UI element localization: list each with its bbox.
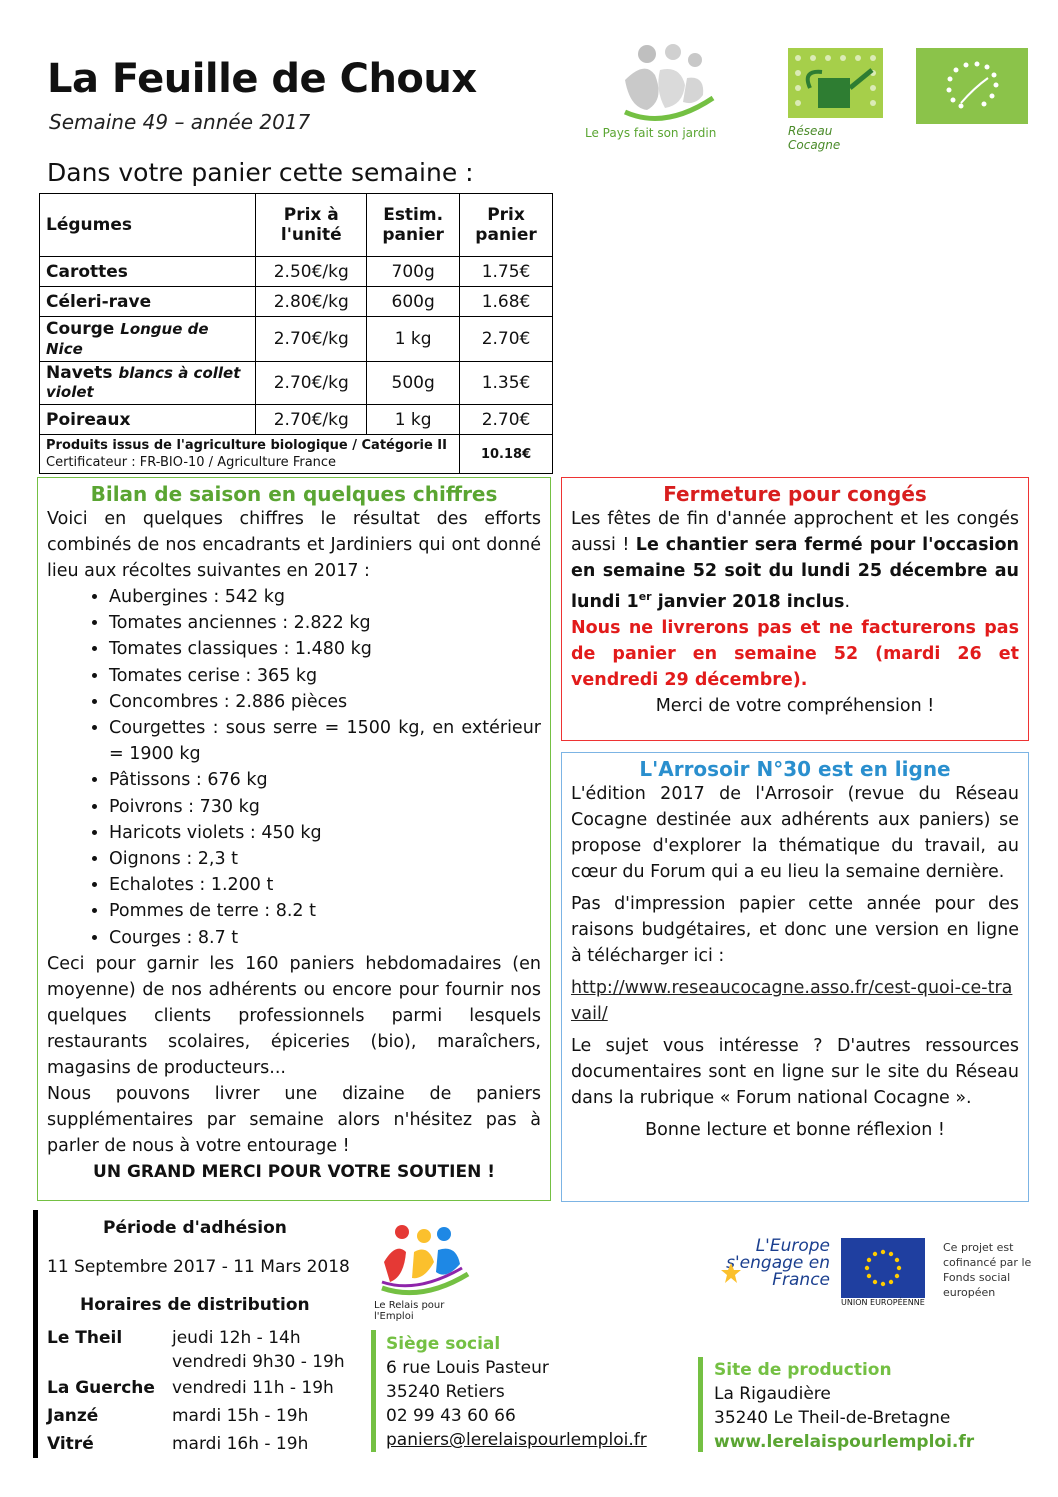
table-row	[40, 287, 553, 317]
siege-block	[386, 1332, 647, 1452]
list-item: • Tomates cerise : 365 kg	[109, 663, 541, 689]
basket-table	[39, 193, 553, 474]
list-item: • Tomates anciennes : 2.822 kg	[109, 610, 541, 636]
veg-price: 2.70€/kg	[256, 405, 367, 435]
col-header-prix-unite: Prix à l'unité	[256, 194, 367, 257]
veg-total: 1.75€	[460, 257, 553, 287]
veg-estim: 1 kg	[367, 317, 460, 362]
table-footer-row	[40, 435, 553, 474]
schedule-place: Janzé	[47, 1406, 99, 1426]
arrosoir-p2: Pas d'impression papier cette année pour des raisons budgétaires, et donc une version en ligne à télécharger ici :	[571, 894, 1019, 966]
table-row	[40, 257, 553, 287]
bilan-title: Bilan de saison en quelques chiffres	[90, 482, 498, 506]
eu-flag	[841, 1238, 925, 1298]
siege-phone: 02 99 43 60 66	[386, 1406, 516, 1426]
periode-dates: 11 Septembre 2017 - 11 Mars 2018	[47, 1257, 350, 1277]
arrosoir-link[interactable]: http://www.reseaucocagne.asso.fr/cest-quoi-ce-travail/	[571, 978, 1013, 1024]
siege-divider	[371, 1330, 376, 1452]
list-item: • Tomates classiques : 1.480 kg	[109, 636, 541, 662]
list-item: • Concombres : 2.886 pièces	[109, 689, 541, 715]
conges-period: .	[844, 591, 851, 612]
bilan-para3: Nous pouvons livrer une dizaine de paniers supplémentaires par semaine alors n'hésitez pas à parler de nous à votre entourage !	[47, 1083, 541, 1156]
arrosoir-box	[561, 752, 1029, 1202]
table-row	[40, 405, 553, 435]
conges-sup: er	[638, 590, 652, 603]
schedule-row	[47, 1406, 308, 1426]
page-subtitle: Semaine 49 – année 2017	[49, 110, 311, 134]
horaires-title: Horaires de distribution	[80, 1295, 310, 1315]
table-footer-note	[40, 435, 460, 474]
table-header-row	[40, 194, 553, 257]
col-header-prix-panier: Prix panier	[460, 194, 553, 257]
schedule-time: vendredi 9h30 - 19h	[172, 1352, 345, 1372]
schedule-place: Le Theil	[47, 1328, 123, 1348]
conges-merci: Merci de votre compréhension !	[655, 695, 935, 716]
periode-title: Période d'adhésion	[103, 1218, 287, 1238]
veg-estim: 1 kg	[367, 405, 460, 435]
pays-fait-son-jardin-logo	[585, 40, 745, 150]
bilan-para2: Ceci pour garnir les 160 paniers hebdomadaires (en moyenne) de nos adhérents ou encore pour fournir nos quelques clients professionnels parmi lesquels restaurants scolaires, épiceries (bio), maraîchers, magasins de producteurs...	[47, 953, 541, 1078]
table-row	[40, 362, 553, 405]
list-item: • Pommes de terre : 8.2 t	[109, 898, 541, 924]
veg-price: 2.50€/kg	[256, 257, 367, 287]
veg-estim: 600g	[367, 287, 460, 317]
veg-price: 2.70€/kg	[256, 317, 367, 362]
arrosoir-title: L'Arrosoir N°30 est en ligne	[639, 757, 951, 781]
bilan-intro: Voici en quelques chiffres le résultat des efforts combinés de nos encadrants et Jardiniers qui ont donné lieu aux récoltes suivantes en 2017 :	[47, 509, 541, 581]
arrosoir-p1: L'édition 2017 de l'Arrosoir (revue du Réseau Cocagne destinée aux adhérents aux paniers) se propose d'explorer la thématique du travail, au cœur du Forum qui a eu lieu la semaine dernière.	[571, 784, 1019, 882]
site-title: Site de production	[714, 1360, 892, 1380]
people-logo-icon	[585, 40, 745, 130]
footer-divider	[33, 1210, 38, 1458]
conges-box	[561, 477, 1029, 741]
relais-people-icon	[372, 1222, 482, 1300]
schedule-place: La Guerche	[47, 1378, 155, 1398]
veg-total: 2.70€	[460, 405, 553, 435]
europe-engage-text: L'Europe s'engage en France	[726, 1236, 830, 1290]
page-title: La Feuille de Choux	[47, 56, 477, 102]
arrosoir-p4: Bonne lecture et bonne réflexion !	[645, 1120, 945, 1140]
schedule-row	[47, 1352, 345, 1372]
conges-text	[571, 506, 1019, 615]
schedule-time: mardi 15h - 19h	[172, 1406, 309, 1426]
schedule-row	[47, 1378, 334, 1398]
veg-name: Poireaux	[40, 405, 256, 435]
site-address-1: La Rigaudière	[714, 1384, 831, 1404]
footer-line-2: Certificateur : FR-BIO-10 / Agriculture France	[46, 455, 337, 470]
list-item: • Oignons : 2,3 t	[109, 846, 541, 872]
veg-price: 2.70€/kg	[256, 362, 367, 405]
siege-title: Siège social	[386, 1334, 501, 1354]
eu-leaf-icon	[916, 48, 1028, 124]
veg-name: Courge Longue de Nice	[40, 317, 256, 362]
harvest-list	[47, 584, 541, 951]
eu-cofinance-text: Ce projet est cofinancé par le Fonds social européen	[943, 1241, 1032, 1299]
relais-logo	[372, 1222, 482, 1322]
conges-title: Fermeture pour congés	[663, 482, 927, 506]
schedule-row	[47, 1328, 301, 1348]
veg-total: 2.70€	[460, 317, 553, 362]
siege-email[interactable]: paniers@lerelaispourlemploi.fr	[386, 1430, 647, 1450]
conges-closure-end: janvier 2018 inclus	[651, 591, 845, 612]
list-item: • Pâtissons : 676 kg	[109, 767, 541, 793]
footer-line-1: Produits issus de l'agriculture biologique / Catégorie II	[46, 438, 447, 453]
table-row	[40, 317, 553, 362]
ue-caption: UNION EUROPÉENNE	[841, 1298, 925, 1307]
basket-heading: Dans votre panier cette semaine :	[47, 158, 474, 187]
list-item: • Courges : 8.7 t	[109, 925, 541, 951]
veg-name: Navets blancs à collet violet	[40, 362, 256, 405]
site-block	[714, 1358, 974, 1454]
bilan-thanks: UN GRAND MERCI POUR VOTRE SOUTIEN !	[93, 1161, 495, 1182]
veg-name: Carottes	[40, 257, 256, 287]
veg-name: Céleri-rave	[40, 287, 256, 317]
arrosoir-p3: Le sujet vous intéresse ? D'autres ressources documentaires sont en ligne sur le site du Réseau dans la rubrique « Forum national Cocagne ».	[571, 1036, 1019, 1108]
schedule-time: vendredi 11h - 19h	[172, 1378, 334, 1398]
reseau-cocagne-logo	[788, 48, 883, 152]
veg-estim: 500g	[367, 362, 460, 405]
site-website[interactable]: www.lerelaispourlemploi.fr	[714, 1432, 975, 1452]
star-icon	[720, 1262, 742, 1284]
list-item: • Echalotes : 1.200 t	[109, 872, 541, 898]
siege-address-2: 35240 Retiers	[386, 1382, 505, 1402]
list-item: • Courgettes : sous serre = 1500 kg, en extérieur = 1900 kg	[109, 715, 541, 767]
watering-can-icon	[788, 48, 883, 118]
schedule-place: Vitré	[47, 1434, 94, 1454]
veg-total: 1.68€	[460, 287, 553, 317]
bilan-box	[37, 477, 551, 1201]
list-item: • Aubergines : 542 kg	[109, 584, 541, 610]
schedule-time: jeudi 12h - 14h	[172, 1328, 301, 1348]
eu-organic-logo	[916, 48, 1028, 124]
cocagne-caption: Réseau Cocagne	[788, 124, 841, 152]
col-header-legumes: Légumes	[40, 194, 256, 257]
list-item: • Haricots violets : 450 kg	[109, 820, 541, 846]
col-header-estim: Estim. panier	[367, 194, 460, 257]
veg-price: 2.80€/kg	[256, 287, 367, 317]
pays-caption: Le Pays fait son jardin	[585, 126, 717, 140]
site-address-2: 35240 Le Theil-de-Bretagne	[714, 1408, 951, 1428]
table-total: 10.18€	[460, 435, 553, 474]
conges-closure: Le chantier sera fermé pour l'occasion en semaine 52 soit du lundi 25 décembre au lundi 1	[571, 535, 1019, 612]
veg-estim: 700g	[367, 257, 460, 287]
schedule-time: mardi 16h - 19h	[172, 1434, 309, 1454]
conges-warning: Nous ne livrerons pas et ne facturerons pas de panier en semaine 52 (mardi 26 et vendredi 29 décembre).	[571, 617, 1019, 690]
veg-total: 1.35€	[460, 362, 553, 405]
relais-caption: Le Relais pour l'Emploi	[374, 1300, 445, 1322]
conges-intro: Les fêtes de fin d'année approchent et les congés aussi !	[571, 509, 1019, 555]
siege-address-1: 6 rue Louis Pasteur	[386, 1358, 549, 1378]
site-divider	[698, 1357, 703, 1452]
list-item: • Poivrons : 730 kg	[109, 794, 541, 820]
schedule-row	[47, 1434, 308, 1454]
europe-engage-logo	[700, 1238, 830, 1308]
arrosoir-link-para	[571, 975, 1019, 1027]
eu-stars-icon	[841, 1238, 925, 1298]
